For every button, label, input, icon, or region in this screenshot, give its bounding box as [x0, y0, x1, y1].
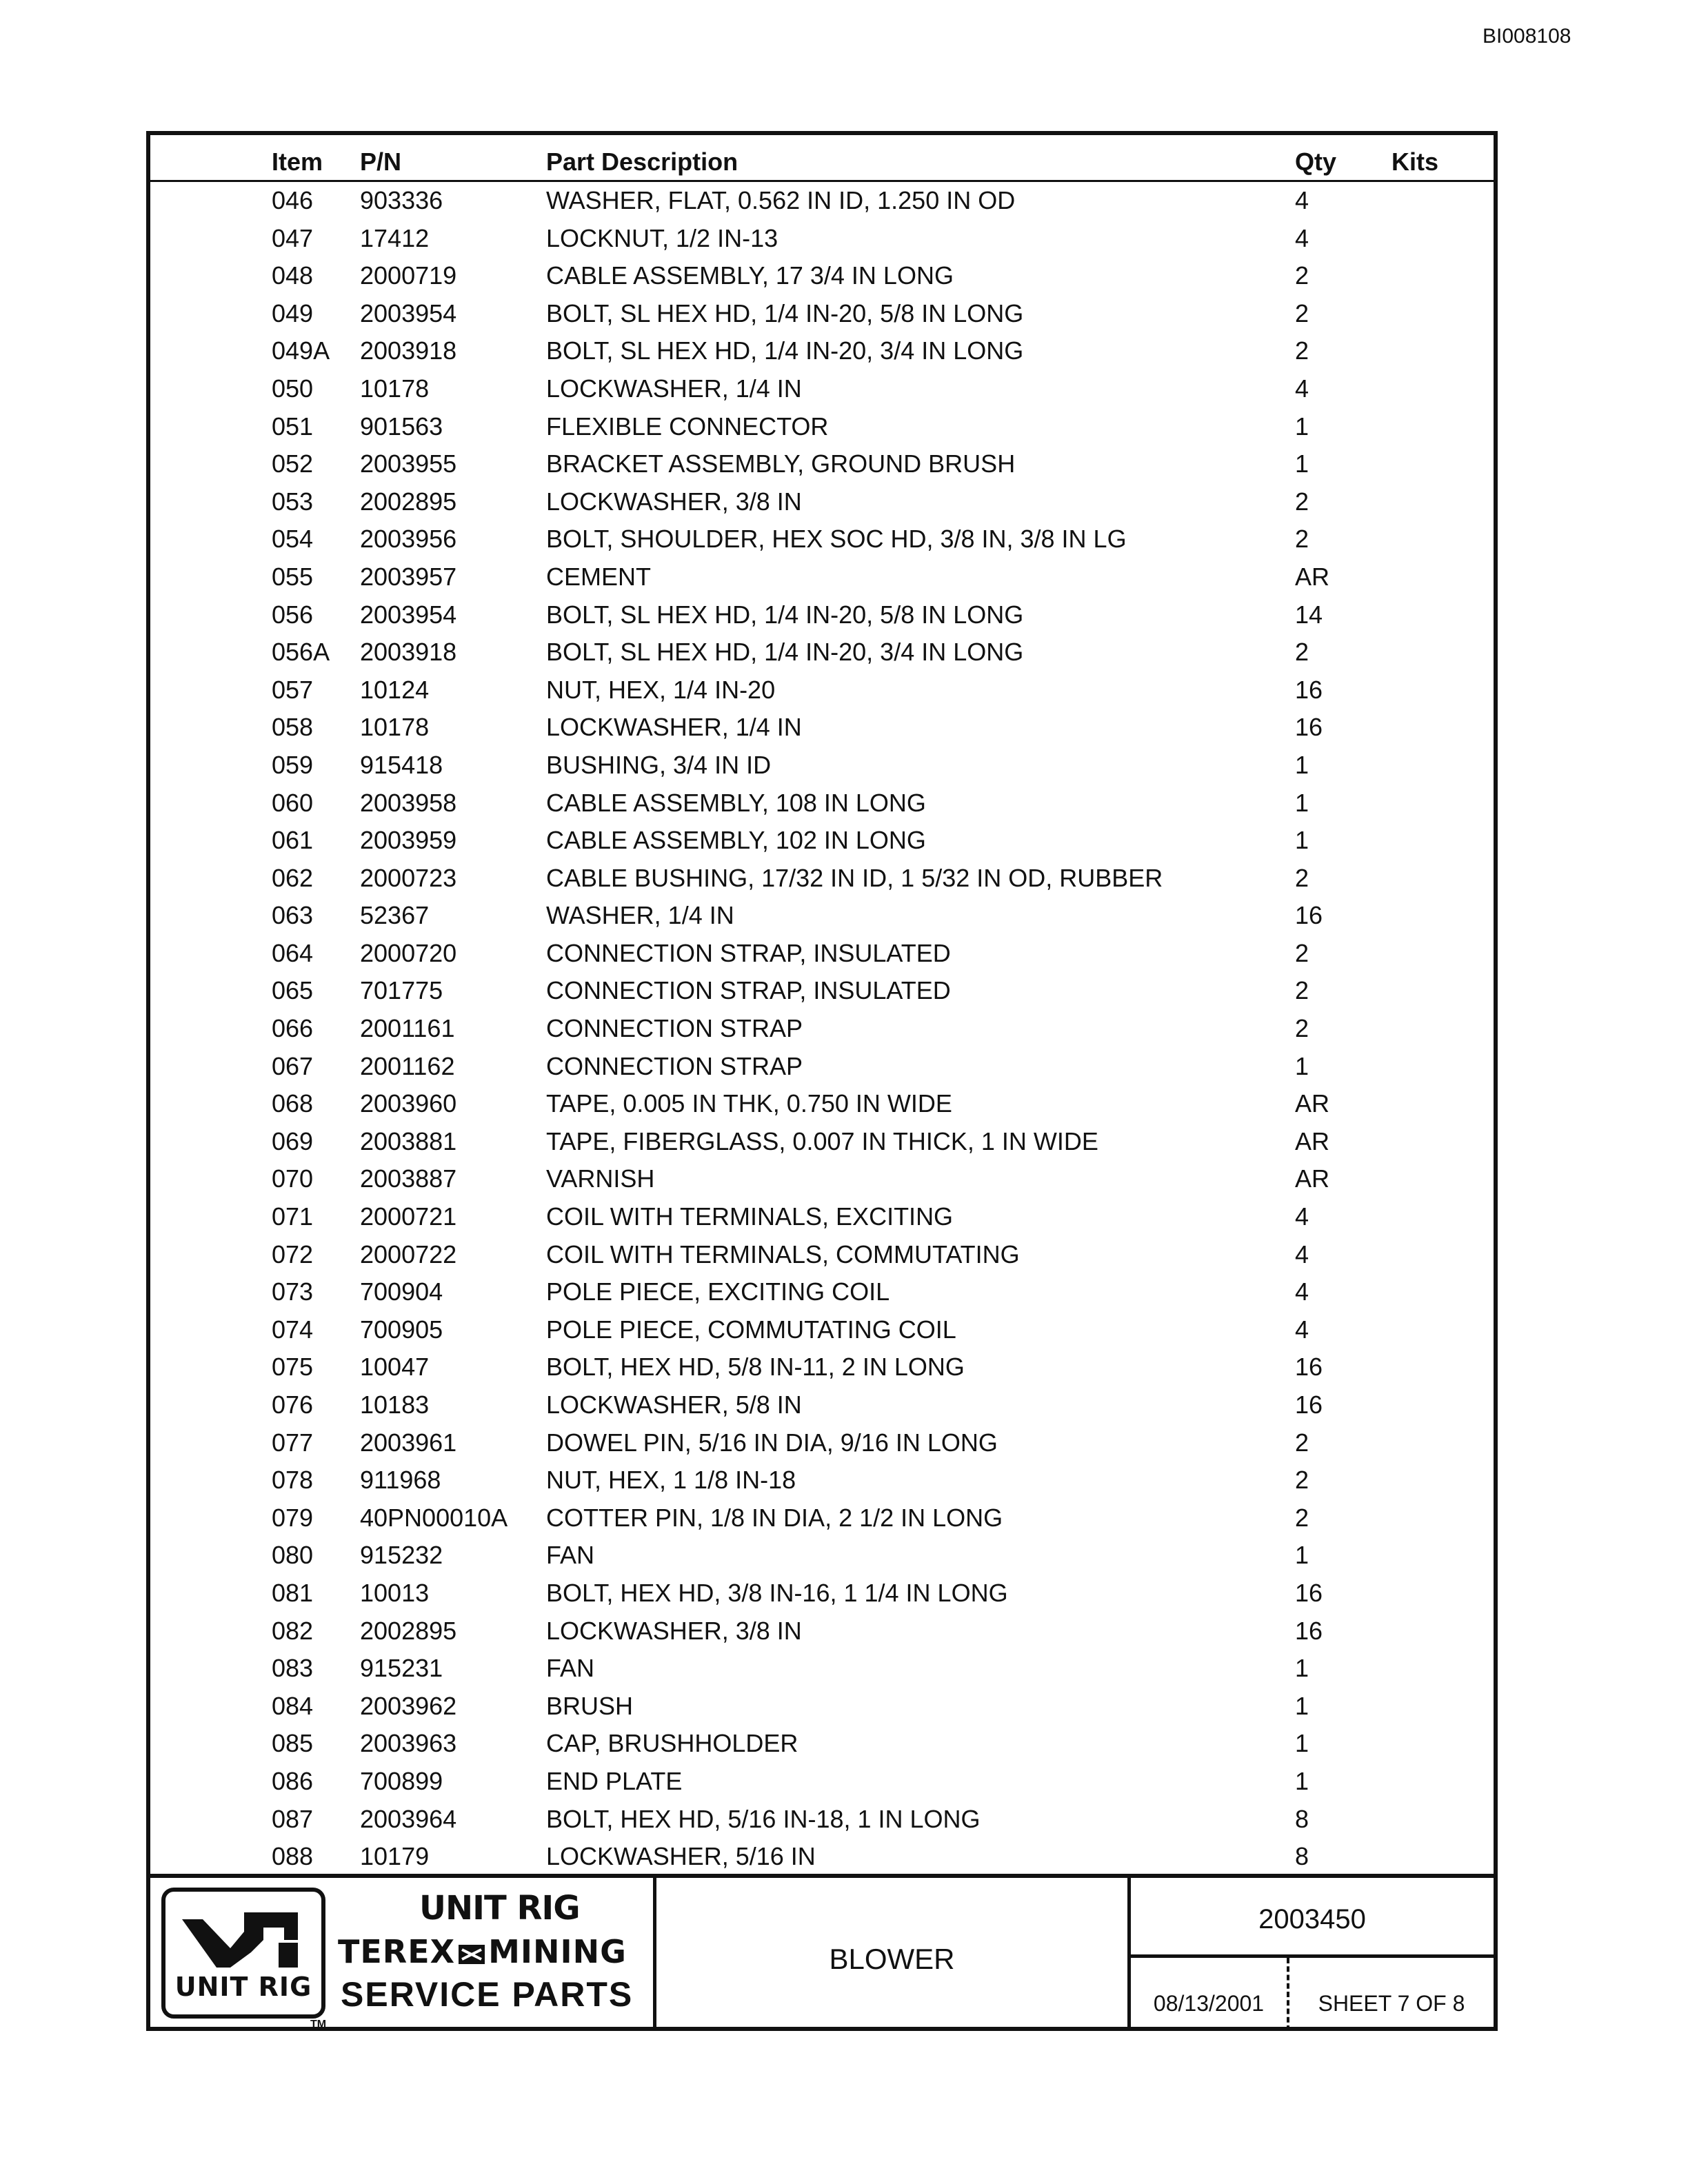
sheet-number: SHEET 7 OF 8: [1318, 1991, 1465, 2016]
brand-mining: MINING: [488, 1933, 627, 1970]
cell-item: 064: [272, 938, 314, 967]
table-row: [150, 1802, 1494, 1840]
logo-cell: [150, 1878, 656, 2031]
cell-pn: 2001162: [360, 1051, 455, 1080]
cell-pn: 2003957: [360, 562, 457, 591]
cell-item: 069: [272, 1126, 314, 1155]
cell-pn: 10124: [360, 675, 430, 704]
cell-item: 083: [272, 1654, 314, 1683]
cell-description: LOCKWASHER, 3/8 IN: [546, 487, 802, 516]
table-row: [150, 447, 1494, 485]
table-row: [150, 1576, 1494, 1614]
header-pn: P/N: [360, 148, 402, 176]
table-header: [150, 135, 1494, 182]
cell-description: CABLE ASSEMBLY, 108 IN LONG: [546, 788, 926, 817]
logo-text: UNIT RIG: [174, 1972, 312, 2002]
brand-terex: TEREX: [338, 1933, 456, 1970]
table-row: [150, 673, 1494, 711]
table-row: [150, 560, 1494, 598]
cell-description: FAN: [546, 1654, 595, 1683]
table-row: [150, 1200, 1494, 1237]
cell-description: BRACKET ASSEMBLY, GROUND BRUSH: [546, 449, 1016, 478]
cell-qty: 1: [1295, 1691, 1309, 1720]
cell-item: 080: [272, 1541, 314, 1570]
table-row: [150, 748, 1494, 786]
cell-description: CABLE ASSEMBLY, 102 IN LONG: [546, 826, 926, 855]
cell-item: 063: [272, 901, 314, 930]
cell-pn: 2003881: [360, 1126, 457, 1155]
table-row: [150, 710, 1494, 748]
cell-item: 088: [272, 1842, 314, 1871]
cell-description: TAPE, 0.005 IN THK, 0.750 IN WIDE: [546, 1089, 952, 1118]
cell-item: 086: [272, 1766, 314, 1795]
cell-qty: 2: [1295, 1466, 1309, 1495]
cell-description: COIL WITH TERMINALS, EXCITING: [546, 1202, 954, 1231]
table-row: [150, 936, 1494, 974]
cell-description: WASHER, FLAT, 0.562 IN ID, 1.250 IN OD: [546, 186, 1016, 214]
cell-qty: 4: [1295, 1240, 1309, 1268]
cell-description: LOCKWASHER, 1/4 IN: [546, 374, 802, 403]
table-row: [150, 598, 1494, 636]
cell-item: 048: [272, 261, 314, 290]
cell-description: BRUSH: [546, 1691, 634, 1720]
table-row: [150, 898, 1494, 936]
brand-service-parts: SERVICE PARTS: [341, 1975, 634, 2014]
cell-qty: 16: [1295, 1578, 1323, 1607]
cell-pn: 10178: [360, 374, 430, 403]
cell-description: VARNISH: [546, 1164, 655, 1193]
cell-item: 077: [272, 1428, 314, 1457]
cell-qty: 4: [1295, 186, 1309, 214]
cell-description: LOCKWASHER, 3/8 IN: [546, 1616, 802, 1645]
cell-item: 084: [272, 1691, 314, 1720]
assembly-title: BLOWER: [829, 1943, 955, 1975]
cell-item: 054: [272, 525, 314, 554]
cell-pn: 10183: [360, 1391, 430, 1419]
table-row: [150, 1463, 1494, 1501]
cell-qty: 2: [1295, 487, 1309, 516]
cell-pn: 10047: [360, 1353, 430, 1382]
cell-qty: 16: [1295, 713, 1323, 742]
cell-description: BOLT, HEX HD, 5/16 IN-18, 1 IN LONG: [546, 1804, 981, 1833]
cell-description: CAP, BRUSHHOLDER: [546, 1729, 798, 1758]
cell-pn: 2001161: [360, 1014, 455, 1043]
cell-qty: 1: [1295, 1766, 1309, 1795]
table-row: [150, 1689, 1494, 1727]
cell-item: 067: [272, 1051, 314, 1080]
cell-item: 050: [272, 374, 314, 403]
cell-pn: 2003918: [360, 336, 457, 365]
table-row: [150, 1651, 1494, 1689]
cell-description: DOWEL PIN, 5/16 IN DIA, 9/16 IN LONG: [546, 1428, 998, 1457]
cell-qty: 2: [1295, 261, 1309, 290]
cell-item: 075: [272, 1353, 314, 1382]
cell-pn: 2003963: [360, 1729, 457, 1758]
cell-qty: 16: [1295, 1391, 1323, 1419]
cell-pn: 2000720: [360, 938, 457, 967]
cell-item: 078: [272, 1466, 314, 1495]
cell-item: 068: [272, 1089, 314, 1118]
cell-qty: 8: [1295, 1842, 1309, 1871]
cell-item: 081: [272, 1578, 314, 1607]
cell-qty: 16: [1295, 901, 1323, 930]
cell-description: CONNECTION STRAP, INSULATED: [546, 938, 951, 967]
cell-pn: 700905: [360, 1315, 443, 1344]
cell-qty: 4: [1295, 1202, 1309, 1231]
cell-qty: 4: [1295, 374, 1309, 403]
cell-item: 052: [272, 449, 314, 478]
cell-pn: 911968: [360, 1466, 441, 1495]
cell-pn: 915418: [360, 750, 443, 779]
header-qty: Qty: [1295, 148, 1337, 176]
cell-description: BUSHING, 3/4 IN ID: [546, 750, 772, 779]
cell-pn: 2000719: [360, 261, 457, 290]
brand-terex-mining: [338, 1933, 627, 1970]
table-row: [150, 183, 1494, 221]
cell-item: 047: [272, 223, 314, 252]
cell-pn: 2003918: [360, 638, 457, 667]
cell-description: LOCKNUT, 1/2 IN-13: [546, 223, 778, 252]
cell-pn: 2003954: [360, 600, 457, 629]
table-row: [150, 1086, 1494, 1124]
cell-pn: 2000722: [360, 1240, 457, 1268]
cell-qty: AR: [1295, 1089, 1330, 1118]
table-row: [150, 823, 1494, 861]
table-row: [150, 973, 1494, 1011]
cell-description: CABLE ASSEMBLY, 17 3/4 IN LONG: [546, 261, 954, 290]
cell-description: POLE PIECE, EXCITING COIL: [546, 1277, 890, 1306]
cell-qty: 2: [1295, 525, 1309, 554]
cell-pn: 915232: [360, 1541, 443, 1570]
cell-description: COTTER PIN, 1/8 IN DIA, 2 1/2 IN LONG: [546, 1503, 1003, 1532]
cell-qty: 1: [1295, 1051, 1309, 1080]
cell-qty: 2: [1295, 299, 1309, 327]
cell-item: 079: [272, 1503, 314, 1532]
table-row: [150, 861, 1494, 899]
cell-qty: 1: [1295, 788, 1309, 817]
cell-pn: 915231: [360, 1654, 443, 1683]
assembly-info-cell: [1131, 1878, 1494, 2031]
cell-pn: 2002895: [360, 487, 457, 516]
title-block: [150, 1874, 1494, 2031]
table-row: [150, 485, 1494, 523]
cell-item: 046: [272, 186, 314, 214]
table-row: [150, 1726, 1494, 1764]
cell-description: POLE PIECE, COMMUTATING COIL: [546, 1315, 956, 1344]
table-row: [150, 372, 1494, 410]
cell-pn: 2003954: [360, 299, 457, 327]
cell-pn: 2003961: [360, 1428, 457, 1457]
table-row: [150, 1614, 1494, 1652]
cell-item: 055: [272, 562, 314, 591]
cell-item: 082: [272, 1616, 314, 1645]
cell-pn: 2003960: [360, 1089, 457, 1118]
cell-item: 087: [272, 1804, 314, 1833]
table-row: [150, 1124, 1494, 1162]
cell-pn: 2003964: [360, 1804, 457, 1833]
cell-description: CABLE BUSHING, 17/32 IN ID, 1 5/32 IN OD, RUBBER: [546, 863, 1163, 892]
cell-item: 066: [272, 1014, 314, 1043]
header-item: Item: [272, 148, 323, 176]
cell-pn: 700899: [360, 1766, 443, 1795]
table-row: [150, 635, 1494, 673]
cell-qty: 16: [1295, 675, 1323, 704]
brand-unit-rig: UNIT RIG: [419, 1889, 580, 1928]
cell-pn: 2003959: [360, 826, 457, 855]
cell-pn: 2000723: [360, 863, 457, 892]
cell-pn: 10179: [360, 1842, 430, 1871]
cell-qty: 2: [1295, 938, 1309, 967]
cell-item: 058: [272, 713, 314, 742]
cell-qty: 1: [1295, 1729, 1309, 1758]
cell-qty: 2: [1295, 1014, 1309, 1043]
cell-qty: 1: [1295, 750, 1309, 779]
cell-qty: 8: [1295, 1804, 1309, 1833]
cell-item: 059: [272, 750, 314, 779]
cell-pn: 701775: [360, 976, 443, 1005]
cell-description: LOCKWASHER, 5/16 IN: [546, 1842, 816, 1871]
cell-description: BOLT, SL HEX HD, 1/4 IN-20, 5/8 IN LONG: [546, 299, 1024, 327]
cell-pn: 2003958: [360, 788, 457, 817]
cell-qty: 2: [1295, 336, 1309, 365]
cell-item: 073: [272, 1277, 314, 1306]
cell-qty: AR: [1295, 1164, 1330, 1193]
trademark-mark: TM: [310, 2019, 327, 2030]
cell-item: 060: [272, 788, 314, 817]
cell-qty: AR: [1295, 562, 1330, 591]
cell-description: CONNECTION STRAP: [546, 1051, 803, 1080]
cell-item: 049: [272, 299, 314, 327]
header-description: Part Description: [546, 148, 738, 176]
cell-description: LOCKWASHER, 1/4 IN: [546, 713, 802, 742]
cell-qty: 1: [1295, 1541, 1309, 1570]
table-row: [150, 1764, 1494, 1802]
cell-item: 071: [272, 1202, 314, 1231]
cell-pn: 40PN00010A: [360, 1503, 508, 1532]
cell-item: 049A: [272, 336, 330, 365]
table-row: [150, 1839, 1494, 1877]
cell-qty: 1: [1295, 412, 1309, 441]
table-row: [150, 296, 1494, 334]
cell-qty: 4: [1295, 1277, 1309, 1306]
cell-description: BOLT, SL HEX HD, 1/4 IN-20, 3/4 IN LONG: [546, 638, 1024, 667]
cell-item: 051: [272, 412, 314, 441]
cell-item: 056: [272, 600, 314, 629]
parts-list-frame: [146, 131, 1498, 2031]
cell-item: 062: [272, 863, 314, 892]
table-row: [150, 1237, 1494, 1275]
cell-description: BOLT, HEX HD, 3/8 IN-16, 1 1/4 IN LONG: [546, 1578, 1008, 1607]
table-row: [150, 1426, 1494, 1464]
cell-description: CEMENT: [546, 562, 651, 591]
cell-item: 061: [272, 826, 314, 855]
table-row: [150, 1313, 1494, 1351]
cell-qty: 16: [1295, 1616, 1323, 1645]
cell-qty: 4: [1295, 1315, 1309, 1344]
cell-qty: 1: [1295, 826, 1309, 855]
cell-description: TAPE, FIBERGLASS, 0.007 IN THICK, 1 IN WIDE: [546, 1126, 1098, 1155]
cell-qty: 2: [1295, 863, 1309, 892]
parts-table-body: [150, 183, 1494, 1877]
cell-qty: 4: [1295, 223, 1309, 252]
cell-description: END PLATE: [546, 1766, 683, 1795]
table-row: [150, 1538, 1494, 1576]
cell-description: CONNECTION STRAP, INSULATED: [546, 976, 951, 1005]
cell-description: BOLT, HEX HD, 5/8 IN-11, 2 IN LONG: [546, 1353, 965, 1382]
unit-rig-logo: [161, 1888, 325, 2019]
cell-qty: 14: [1295, 600, 1323, 629]
cell-qty: 16: [1295, 1353, 1323, 1382]
cell-pn: 2003962: [360, 1691, 457, 1720]
cell-pn: 52367: [360, 901, 430, 930]
cell-pn: 10013: [360, 1578, 430, 1607]
table-row: [150, 1162, 1494, 1200]
cell-qty: 1: [1295, 449, 1309, 478]
cell-description: BOLT, SL HEX HD, 1/4 IN-20, 5/8 IN LONG: [546, 600, 1024, 629]
table-row: [150, 410, 1494, 447]
cell-qty: 1: [1295, 1654, 1309, 1683]
cell-description: BOLT, SL HEX HD, 1/4 IN-20, 3/4 IN LONG: [546, 336, 1024, 365]
table-row: [150, 334, 1494, 372]
cell-pn: 2003887: [360, 1164, 457, 1193]
cell-description: COIL WITH TERMINALS, COMMUTATING: [546, 1240, 1020, 1268]
cell-item: 076: [272, 1391, 314, 1419]
cell-description: FAN: [546, 1541, 595, 1570]
cell-pn: 903336: [360, 186, 443, 214]
cell-pn: 2003956: [360, 525, 457, 554]
table-row: [150, 522, 1494, 560]
assembly-title-cell: [656, 1878, 1131, 2031]
cell-pn: 10178: [360, 713, 430, 742]
cell-description: NUT, HEX, 1/4 IN-20: [546, 675, 776, 704]
cell-description: FLEXIBLE CONNECTOR: [546, 412, 829, 441]
cell-qty: 2: [1295, 1428, 1309, 1457]
document-id: BI008108: [1483, 25, 1571, 48]
cell-item: 056A: [272, 638, 330, 667]
cell-qty: 2: [1295, 638, 1309, 667]
cell-description: BOLT, SHOULDER, HEX SOC HD, 3/8 IN, 3/8 IN LG: [546, 525, 1127, 554]
cell-item: 070: [272, 1164, 314, 1193]
terex-mining-icon: [458, 1944, 485, 1965]
table-row: [150, 786, 1494, 824]
cell-description: CONNECTION STRAP: [546, 1014, 803, 1043]
header-kits: Kits: [1391, 148, 1439, 176]
table-row: [150, 221, 1494, 259]
cell-qty: 2: [1295, 976, 1309, 1005]
table-row: [150, 1011, 1494, 1049]
cell-pn: 2002895: [360, 1616, 457, 1645]
cell-pn: 901563: [360, 412, 443, 441]
table-row: [150, 259, 1494, 296]
cell-item: 053: [272, 487, 314, 516]
assembly-part-number: 2003450: [1131, 1878, 1494, 1958]
cell-item: 057: [272, 675, 314, 704]
cell-description: LOCKWASHER, 5/8 IN: [546, 1391, 802, 1419]
cell-description: NUT, HEX, 1 1/8 IN-18: [546, 1466, 796, 1495]
revision-date: 08/13/2001: [1131, 1958, 1289, 2031]
cell-description: WASHER, 1/4 IN: [546, 901, 734, 930]
cell-item: 085: [272, 1729, 314, 1758]
table-row: [150, 1501, 1494, 1539]
cell-item: 074: [272, 1315, 314, 1344]
table-row: [150, 1388, 1494, 1426]
cell-pn: 17412: [360, 223, 430, 252]
cell-qty: AR: [1295, 1126, 1330, 1155]
unit-rig-logo-icon: [175, 1899, 313, 1974]
cell-item: 065: [272, 976, 314, 1005]
cell-pn: 2003955: [360, 449, 457, 478]
cell-pn: 700904: [360, 1277, 443, 1306]
table-row: [150, 1350, 1494, 1388]
cell-pn: 2000721: [360, 1202, 457, 1231]
table-row: [150, 1049, 1494, 1087]
cell-item: 072: [272, 1240, 314, 1268]
cell-qty: 2: [1295, 1503, 1309, 1532]
table-row: [150, 1275, 1494, 1313]
